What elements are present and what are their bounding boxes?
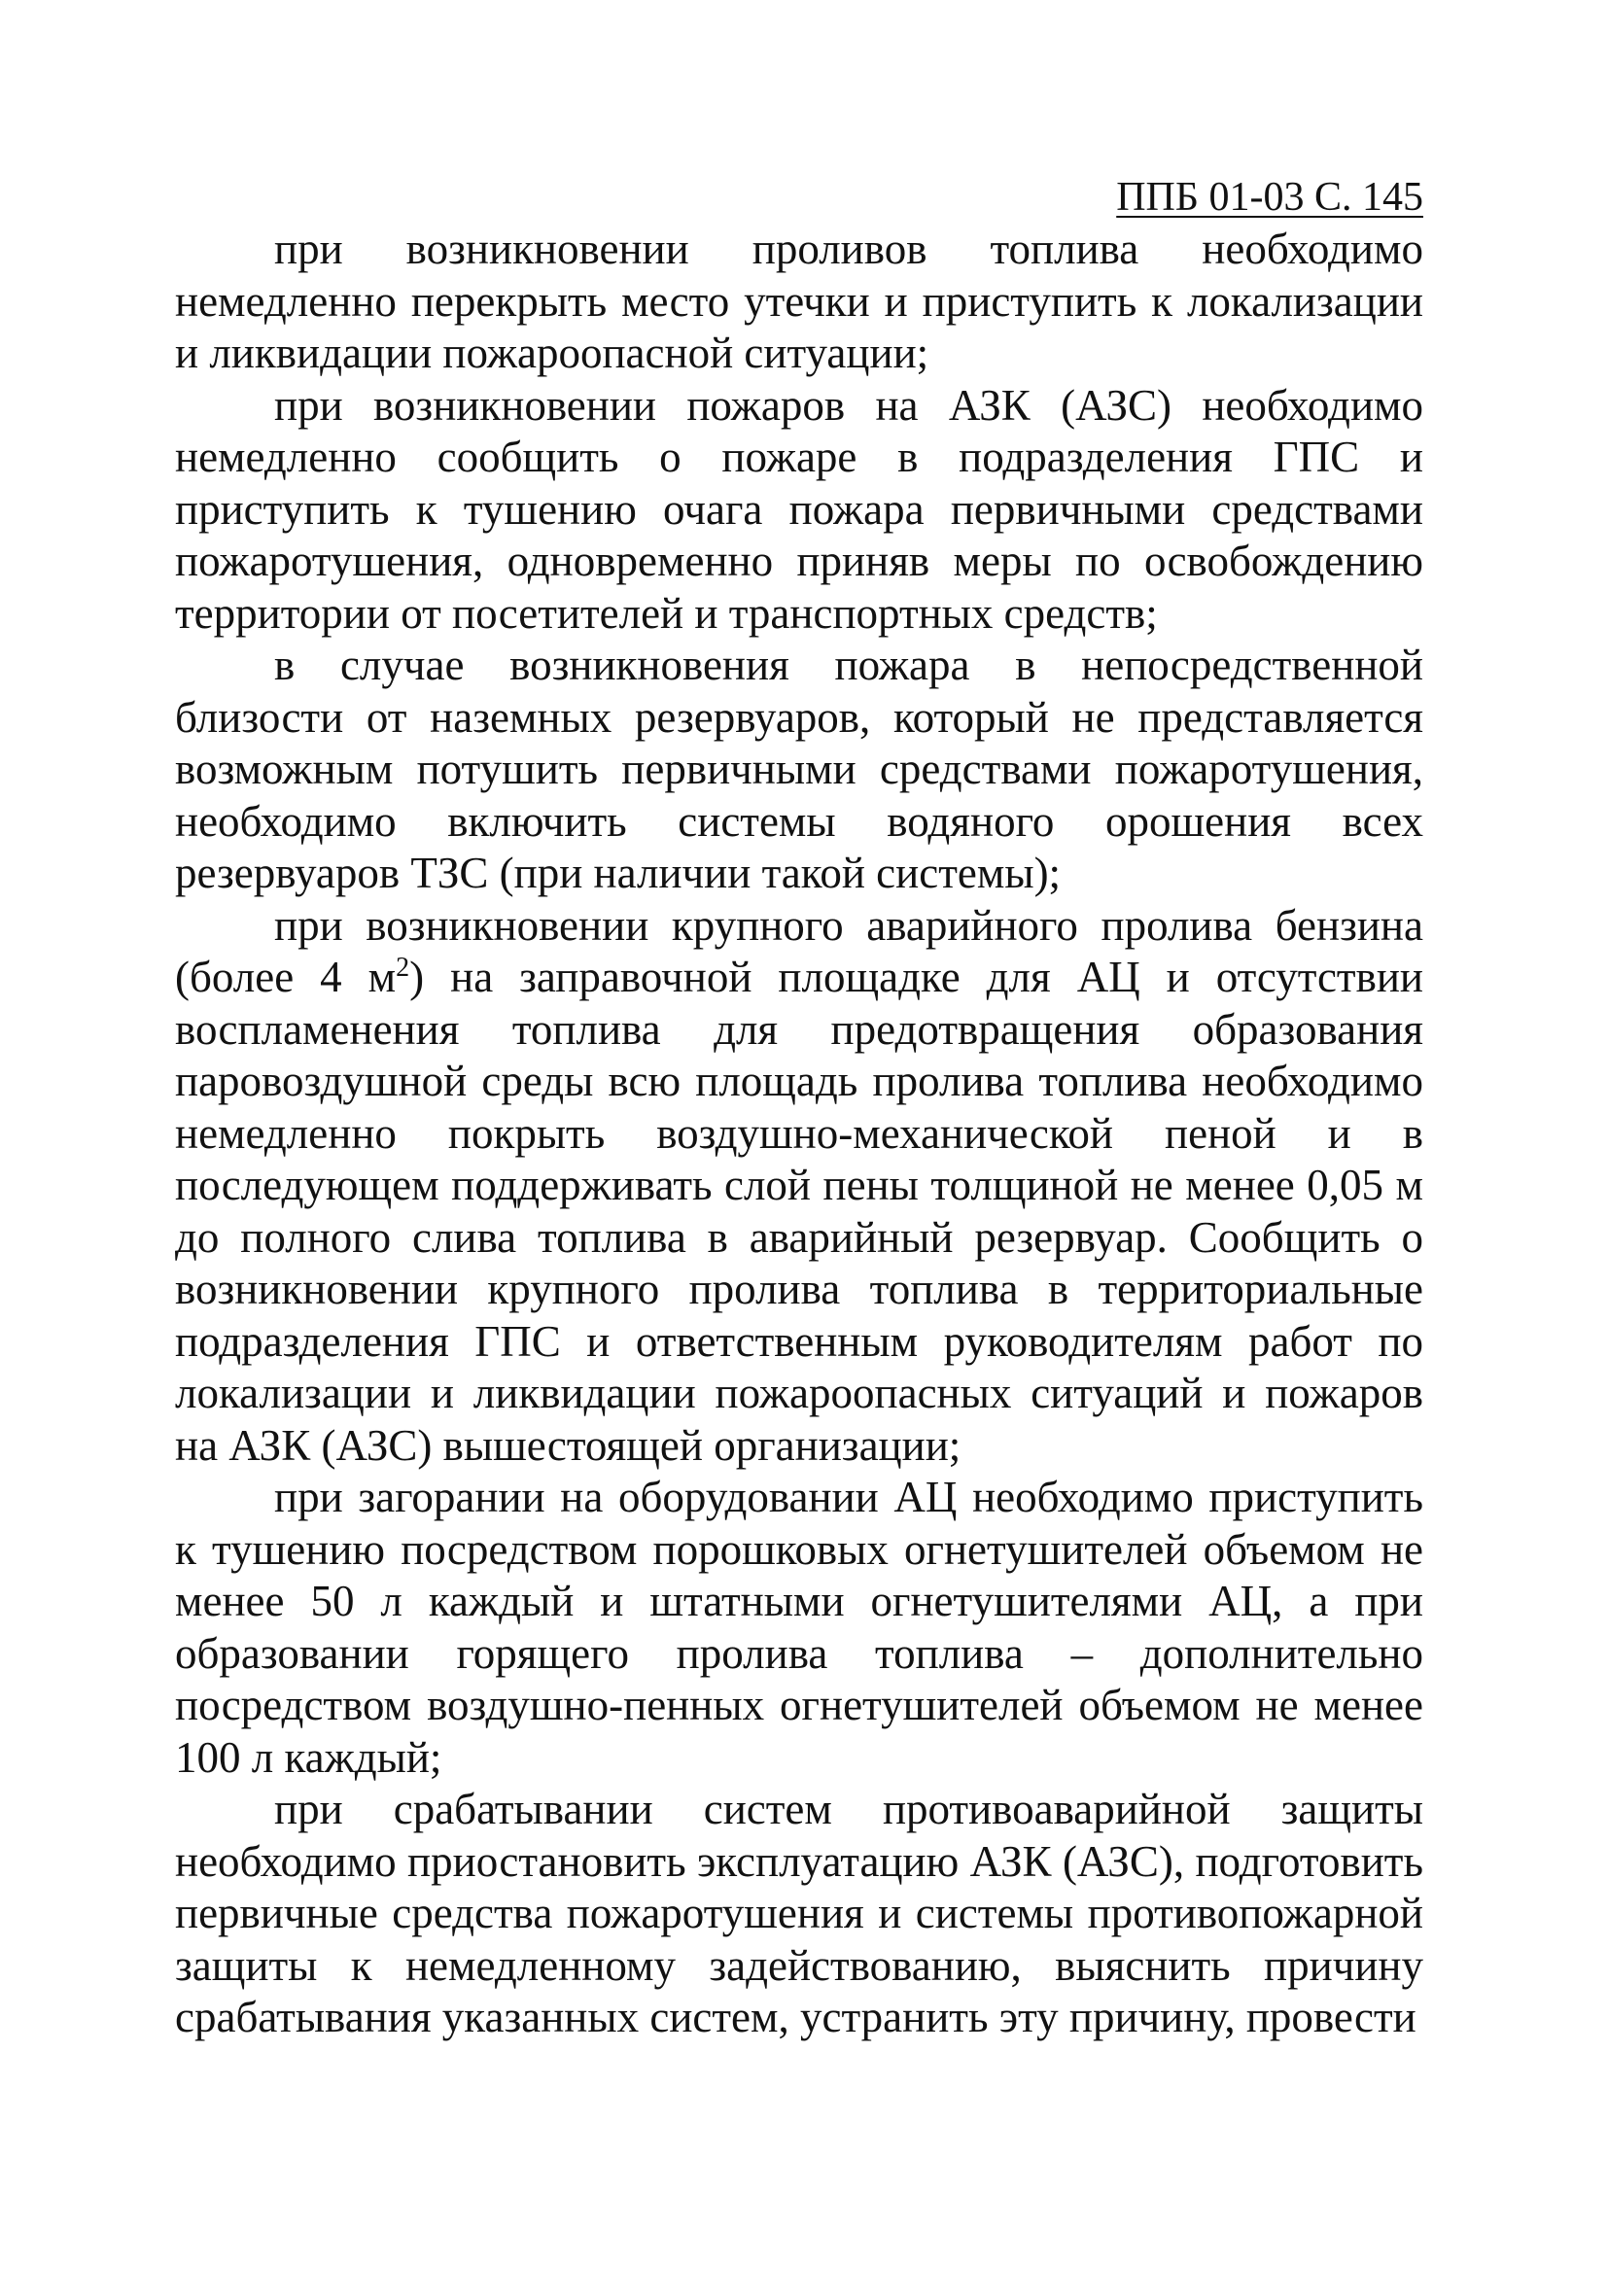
paragraph-large-gasoline-spill-end: ) на заправочной площадке для АЦ и отсутствии воспламенения топлива для предотвращения образования паровоздушной среды всю площадь пролива топлива необходимо немедленно покрыть воздушно-механической пеной и в последующем поддерживать слой пены толщиной не менее 0,05 м до полного слива топлива в аварийный резервуар. Сообщить о возникновении крупного пролива топлива в территориальные подразделения ГПС и ответственным руководителям работ по локализации и ликвидации пожароопасных ситуаций и пожаров на АЗК (АЗС) вышестоящей организации; (175, 953, 1423, 1470)
paragraph-fuel-spill: при возникновении проливов топлива необходимо немедленно перекрыть место утечки и приступить к локализации и ликвидации пожароопасной ситуации; (175, 225, 1423, 377)
paragraph-emergency-protection: при срабатывании систем противоаварийной защиты необходимо приостановить эксплуатацию АЗК (АЗС), подготовить первичные средства пожаротушения и системы противопожарной защиты к немедленному задействованию, выяснить причину срабатывания указанных систем, устранить эту причину, провести (175, 1785, 1423, 2041)
paragraph-fire-near-tanks: в случае возникновения пожара в непосредственной близости от наземных резервуаров, который не представляется возможным потушить первичными средствами пожаротушения, необходимо включить системы водяного орошения всех резервуаров ТЗС (при наличии такой системы); (175, 641, 1423, 897)
paragraph-fuel-truck-fire: при загорании на оборудовании АЦ необходимо приступить к тушению посредством порошковых огнетушителей объемом не менее 50 л каждый и штатными огнетушителями АЦ, а при образовании горящего пролива топлива – дополнительно посредством воздушно-пенных огнетушителей объемом не менее 100 л каждый; (175, 1473, 1423, 1782)
document-body (175, 224, 1423, 2044)
paragraph-large-gasoline-spill-start: при возникновении крупного аварийного пролива бензина (более 4 м (175, 900, 1423, 1001)
running-header: ППБ 01-03 С. 145 (1116, 175, 1423, 220)
paragraph-fire-at-station: при возникновении пожаров на АЗК (АЗС) необходимо немедленно сообщить о пожаре в подразделения ГПС и приступить к тушению очага пожара первичными средствами пожаротушения, одновременно приняв меры по освобождению территории от посетителей и транспортных средств; (175, 380, 1423, 638)
square-meter-superscript: 2 (396, 953, 410, 983)
paragraph-large-gasoline-spill (175, 900, 1423, 1473)
